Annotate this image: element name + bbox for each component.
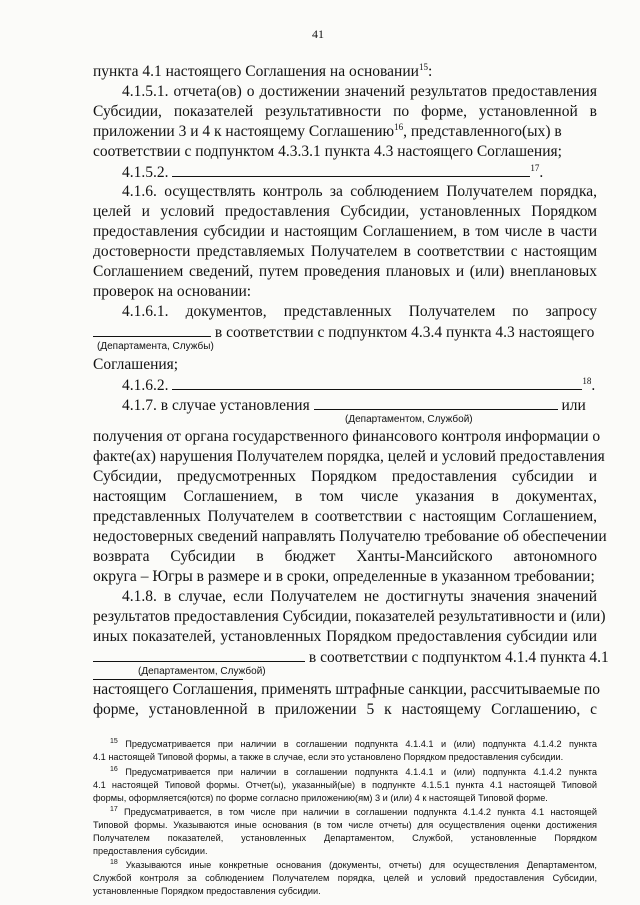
text-line: настоящим Соглашением, в том числе указания в документах,: [93, 488, 597, 505]
footnote-18: $^{18}$ Указываются иные конкретные основания (документы, отчеты) для осуществления Департаментом,: [110, 858, 597, 870]
footnote-ref: 17: [530, 162, 540, 173]
footnote-text: установленные Порядком предоставления субсидии.: [93, 886, 321, 896]
footnote-text: 4.1 настоящей Типовой формы, а также в случае, если это установлено Порядком предоставления субсидии.: [93, 752, 564, 762]
footnote-16: $^{16}$ Предусматривается при наличии в соглашении подпункта 4.1.4.1 и (или) подпункта 4.1.4.2 пункта: [110, 765, 597, 777]
text-line: проверок на основании:: [93, 283, 252, 300]
text-line: недостоверных сведений направлять Получателю требование об обеспечении: [93, 528, 607, 545]
footnote-text: предоставления субсидии.: [93, 846, 208, 856]
field-caption: (Департаментом, Службой): [345, 414, 473, 425]
field-caption: (Департамента, Службы): [97, 341, 214, 352]
clause-4-1-7: 4.1.7. в случае установления или: [122, 397, 586, 414]
clause-4-1-6: 4.1.6. осуществлять контроль за соблюдением Получателем порядка,: [122, 183, 597, 200]
text-line: представленных Получателем в соответствии с настоящим Соглашением,: [93, 508, 597, 525]
footnote-ref: 18: [582, 375, 592, 386]
text-line: в соответствии с подпунктом 4.1.4 пункта 4.1: [93, 648, 597, 667]
text-line: результатов предоставления Субсидии, показателей результативности и (или): [93, 608, 606, 625]
blank-field: [93, 323, 211, 337]
text-line: пункта 4.1 настоящего Соглашения на основании$^{15}$:: [93, 61, 433, 80]
text-line: иных показателей, установленных Порядком предоставления субсидии или: [93, 628, 597, 645]
text-line: округа – Югры в размере и в сроки, определенные в указанном требовании;: [93, 568, 595, 585]
footnote-17: $^{17}$ Предусматривается, в том числе при наличии в соглашении подпункта 4.1.4.2 пункта 4.1 настоящей: [110, 805, 597, 817]
blank-field: [314, 396, 558, 410]
text-line: Соглашением сведений, путем проведения плановых и (или) внеплановых: [93, 263, 597, 280]
clause-4-1-8: 4.1.8. в случае, если Получателем не достигнуты значения значений: [122, 588, 597, 605]
footnote-ref: 15: [418, 61, 428, 72]
blank-field: [172, 163, 530, 177]
text-line: целей и условий предоставления Субсидии, установленных Порядком: [93, 203, 597, 220]
clause-4-1-5-1: 4.1.5.1. отчета(ов) о достижении значений результатов предоставления: [122, 83, 597, 100]
footnote-text: Службой контроля за соблюдением Получателем порядка, целей и условий предоставления Субсидии,: [93, 873, 597, 883]
blank-field: [93, 648, 305, 662]
text-line: соответствии с подпунктом 4.3.3.1 пункта 4.3 настоящего Соглашения;: [93, 143, 562, 160]
clause-4-1-6-2: 4.1.6.2. $^{18}$.: [122, 375, 596, 394]
footnote-ref: 16: [394, 121, 404, 132]
footnote-15: $^{15}$ Предусматривается при наличии в соглашении подпункта 4.1.4.1 и (или) подпункта 4.1.4.2 пункта: [110, 737, 597, 749]
footnote-text: Типовой формы. Указываются иные основания (в том числе отчеты) для осуществления оценки достижения: [93, 820, 597, 830]
clause-4-1-6-1: 4.1.6.1. документов, представленных Получателем по запросу: [122, 303, 597, 320]
text-line: предоставления субсидии и настоящим Соглашением, в том числе в части: [93, 223, 597, 240]
text-line: настоящего Соглашения, применять штрафные санкции, рассчитываемые по: [93, 681, 601, 698]
text-line: в соответствии с подпунктом 4.3.4 пункта 4.3 настоящего: [93, 323, 597, 342]
footnote-text: 4.1 настоящей Типовой формы. Отчет(ы), указанный(ые) в подпункте 4.1.5.1 пункта 4.1 настоящей Типовой: [93, 780, 597, 790]
text-line: форме, установленной в приложении 5 к настоящему Соглашению, с: [93, 701, 597, 718]
clause-4-1-5-2: 4.1.5.2. $^{17}$.: [122, 162, 544, 181]
footnote-text: формы, оформляется(ются) по форме согласно приложению(ям) 3 и (или) 4 к настоящей Типовой форме.: [93, 793, 548, 803]
text-line: приложении 3 и 4 к настоящему Соглашению$^{16}$, представленного(ых) в: [93, 121, 562, 140]
text-line: Соглашения;: [93, 356, 179, 373]
text-line: Субсидии, предусмотренных Порядком предоставления субсидии и: [93, 468, 597, 485]
footnote-divider: [93, 679, 243, 680]
blank-field: [172, 376, 582, 390]
text-line: возврата Субсидии в бюджет Ханты-Мансийского автономного: [93, 548, 597, 565]
field-caption: (Департаментом, Службой): [138, 666, 266, 677]
text-line: факте(ах) нарушения Получателем порядка, целей и условий предоставления: [93, 448, 605, 465]
text-line: получения от органа государственного финансового контроля информации о: [93, 428, 601, 445]
text-line: достоверности представляемых Получателем в соответствии с настоящим: [93, 243, 597, 260]
text-line: Субсидии, показателей результативности по форме, установленной в: [93, 103, 597, 120]
page-number: 41: [312, 27, 324, 41]
footnote-text: Получателем показателей, установленных Департаментом, Службой, установленные Порядком: [93, 833, 597, 843]
